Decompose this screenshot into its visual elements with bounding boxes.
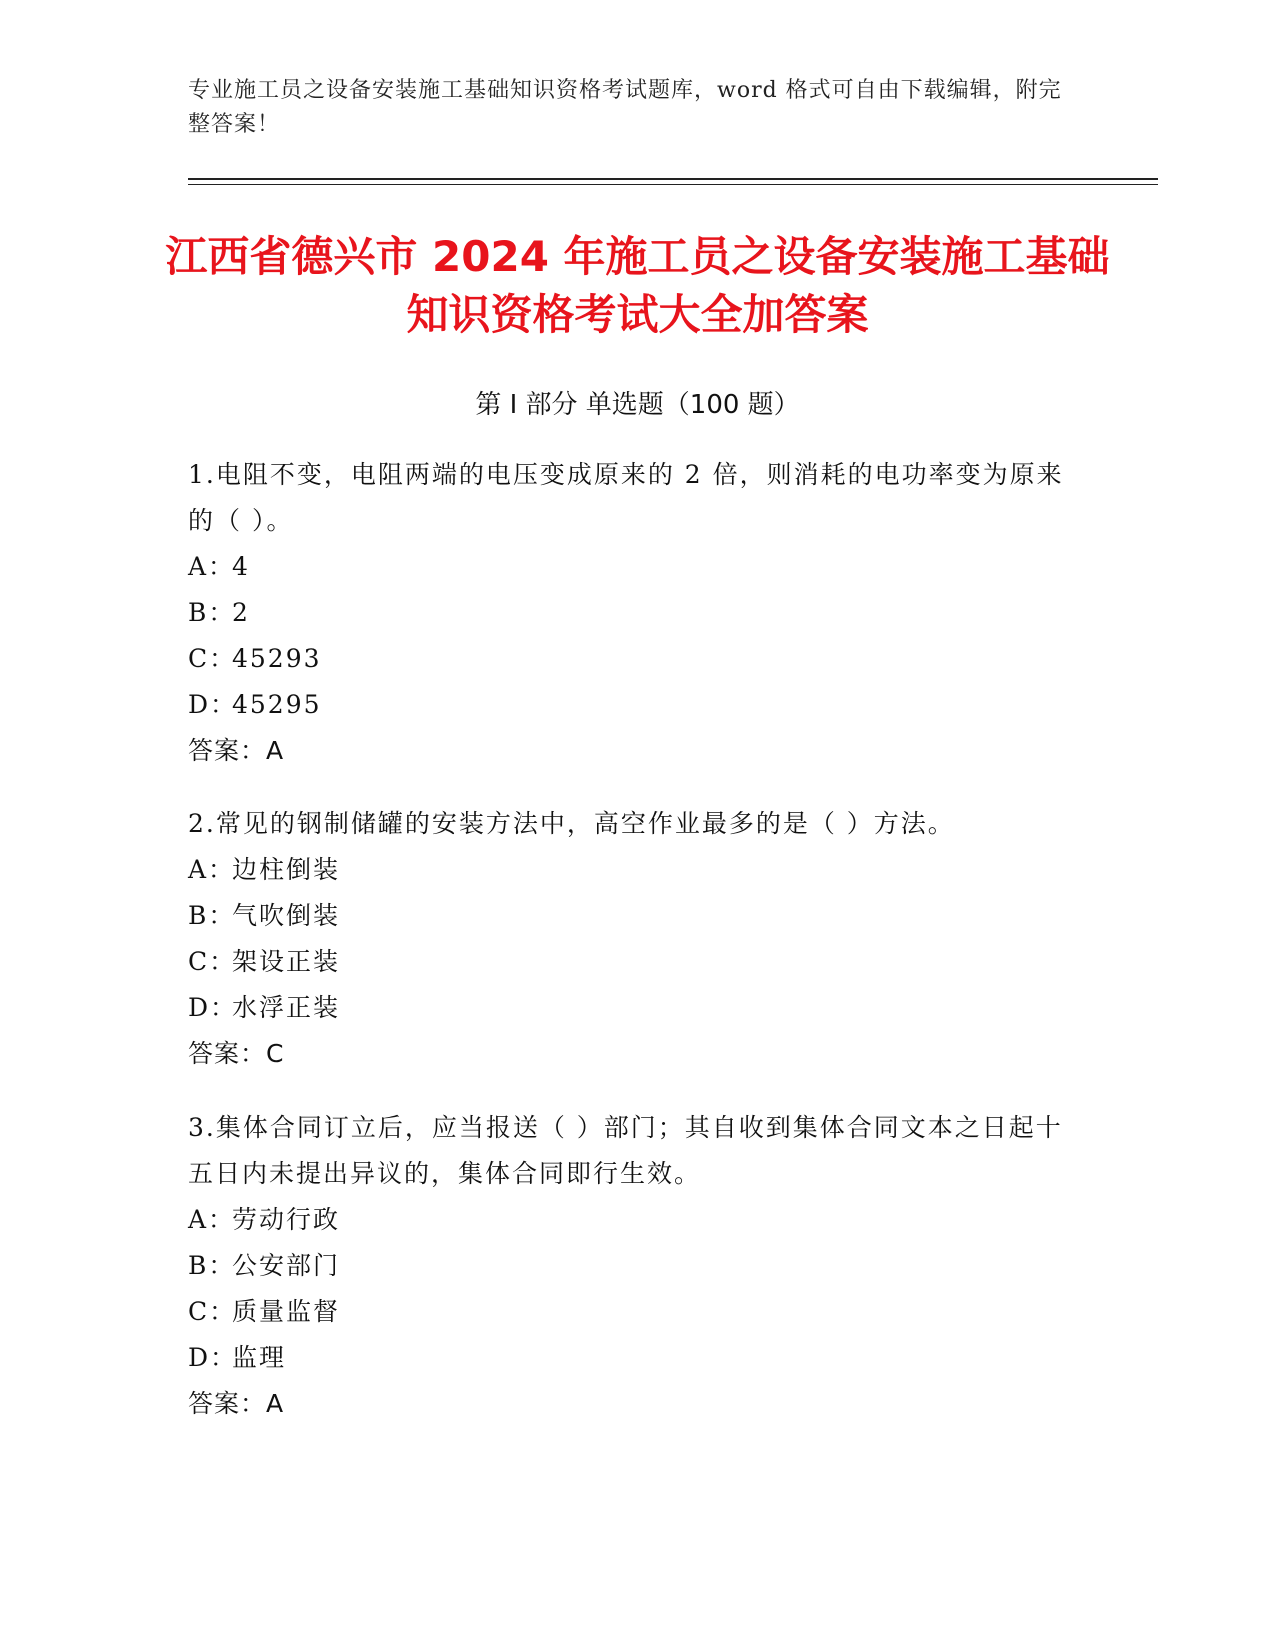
option-b: B：气吹倒装 — [188, 901, 341, 930]
option-a: A：劳动行政 — [188, 1205, 341, 1234]
option-c: C：架设正装 — [188, 947, 341, 976]
question-stem: 3.集体合同订立后，应当报送（ ）部门；其自收到集体合同文本之日起十五日内未提出异议的，集体合同即行生效。 — [188, 1113, 1063, 1188]
option-b: B：2 — [188, 598, 250, 627]
document-title: 江西省德兴市 2024 年施工员之设备安装施工基础知识资格考试大全加答案 — [165, 232, 1110, 339]
option-b: B：公安部门 — [188, 1251, 341, 1280]
section-heading: 第 I 部分 单选题（100 题） — [475, 390, 800, 420]
header-divider-thin — [188, 184, 1158, 185]
header-divider — [188, 178, 1158, 180]
option-d: D：水浮正装 — [188, 993, 341, 1022]
answer: 答案：A — [188, 736, 285, 765]
option-c: C：质量监督 — [188, 1297, 341, 1326]
option-c: C：45293 — [188, 644, 322, 673]
answer: 答案：A — [188, 1389, 285, 1418]
option-d: D：监理 — [188, 1343, 287, 1372]
header-note: 专业施工员之设备安装施工基础知识资格考试题库，word 格式可自由下载编辑，附完整答案！ — [188, 78, 1062, 137]
option-a: A：4 — [188, 552, 250, 581]
question-1 — [188, 452, 1078, 774]
option-a: A：边柱倒装 — [188, 855, 341, 884]
option-d: D：45295 — [188, 690, 322, 719]
question-3 — [188, 1105, 1078, 1427]
answer: 答案：C — [188, 1039, 285, 1068]
question-2 — [188, 801, 1078, 1077]
question-stem: 2.常见的钢制储罐的安装方法中，高空作业最多的是（ ）方法。 — [188, 809, 955, 838]
question-stem: 1.电阻不变，电阻两端的电压变成原来的 2 倍，则消耗的电功率变为原来的（ ）。 — [188, 460, 1064, 535]
